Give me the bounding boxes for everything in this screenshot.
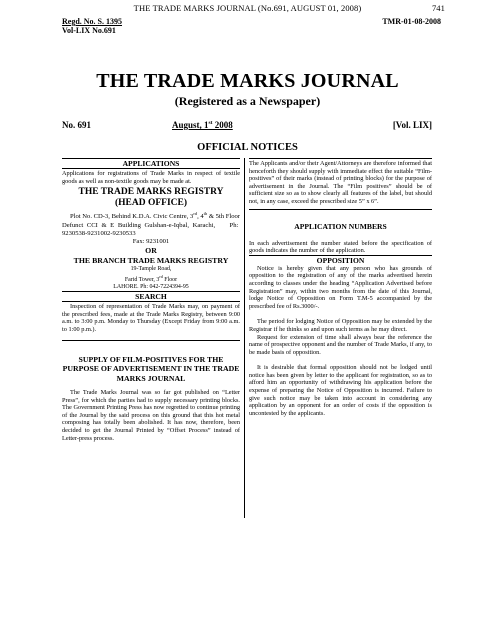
- running-head-text: THE TRADE MARKS JOURNAL (No.691, AUGUST 01, 2008): [133, 3, 362, 13]
- opposition-paragraph-2: The period for lodging Notice of Opposition may be extended by the Registrar if he thinks so and upon such terms as he may direct.: [249, 318, 432, 333]
- running-head: [0, 3, 495, 13]
- applications-text: Applications for registrations of Trade Marks in respect of textile goods as well as non-textile goods may be made at.: [62, 170, 240, 185]
- branch-address-1: 19-Tample Road,: [130, 266, 172, 273]
- head-office-heading: (HEAD OFFICE): [114, 198, 188, 209]
- rule-after-search: [62, 340, 240, 341]
- branch-address-2: Farid Tower, 3rd Floor: [124, 274, 178, 284]
- applications-heading: APPLICATIONS: [122, 159, 180, 168]
- branch-registry-heading: THE BRANCH TRADE MARKS REGISTRY: [73, 255, 229, 265]
- rule-under-applications: [62, 168, 240, 169]
- opposition-paragraph-1: Notice is hereby given that any person who has grounds of opposition to the registration of any of the marks advertised herein according to classes under the heading “Application Advertised before Registration” may, within two months from the date of this Journal, lodge Notice of Opposition on Form T.M-5 accompanied by the prescribed fee of Rs.3000/-.: [249, 264, 432, 310]
- search-heading: SEARCH: [135, 292, 167, 302]
- top-rule-right: [249, 158, 432, 159]
- volume-number: Vol-LIX No.691: [62, 26, 116, 35]
- branch-address-3: LAHORE. Ph: 042-7224394-95: [113, 284, 189, 291]
- journal-title: THE TRADE MARKS JOURNAL: [96, 70, 399, 92]
- supply-text: The Trade Marks Journal was so far got published on “Letter Press”, for which the parties had to supply necessary printing blocks. The Government Printing Press has now regretted to continue printing of the Journal by the said process on this ground that this hot metal composing has totally been abolished. It has now, therefore, been decided to get the Journal Printed by “Offset Process” instead of Letter-press process.: [62, 389, 240, 442]
- supply-heading: SUPPLY OF FILM-POSITIVES FOR THE PURPOSE OF ADVERTISEMENT IN THE TRADE MARKS JOURNAL: [62, 354, 240, 383]
- regd-number: Regd. No. S. 1395: [62, 17, 123, 26]
- head-office-fax: Fax: 9231001: [132, 237, 170, 245]
- opposition-paragraph-4: It is desirable that formal opposition should not be lodged until notice has been given by letter to the applicant for registration, so as to afford him an opportunity of withdrawing his application before the expense of preparing the Notice of Opposition is incurred. Failure to give such notice may be taken into account in considering any application by an opponent for an order of costs if the opposition is uncontested by the applicants.: [249, 364, 432, 417]
- page-number: 741: [431, 3, 445, 13]
- rule-under-search: [62, 301, 240, 302]
- journal-subtitle: (Registered as a Newspaper): [174, 94, 321, 108]
- search-text: Inspection of representation of Trade Marks may, on payment of the prescribed fees, made at the Trade Marks Registry, between 9:00 a.m. to 3:00 p.m. Monday to Thursday (Except Friday from 9:00 a.m. to 1:00 p.m.).: [62, 303, 240, 333]
- tmr-code: TMR-01-08-2008: [382, 17, 441, 26]
- head-office-address: Plot No. CD-3, Behind K.D.A. Civic Centre, 3rd, 4th & 5th Floor Defunct CCI & E Building Gulshan-e-Iqbal, Karachi, Ph: 9230538-9231002-9230533: [62, 211, 240, 237]
- app-numbers-heading: APPLICATION NUMBERS: [294, 221, 387, 231]
- left-column: [62, 158, 240, 442]
- column-divider: [244, 158, 245, 518]
- registry-heading: THE TRADE MARKS REGISTRY: [78, 187, 224, 198]
- film-positives-text: The Applicants and/or their Agent/Attorneys are therefore informed that henceforth they should supply with immediate effect the suitable “Film-positives” of their marks (instead of printing blocks) for the purpose of advertisement in the Journal. The “Film positives” should be of sufficient size so as to show clearly all features of the label, but should not, in any case, exceed the prescribed size 5” x 6”.: [249, 160, 432, 205]
- issue-number: No. 691: [62, 120, 91, 130]
- section-title: OFFICIAL NOTICES: [197, 142, 298, 153]
- opposition-paragraph-3: Request for extension of time shall always bear the reference the name of prospective opponent and the number of Trade Marks, if any, to be made basis of opposition.: [249, 333, 432, 356]
- right-column: [249, 158, 432, 417]
- opposition-heading: OPPOSITION: [316, 255, 365, 265]
- issue-volume: [Vol. LIX]: [392, 120, 432, 130]
- app-numbers-text: In each advertisement the number stated before the specification of goods indicates the number of the application.: [249, 239, 432, 255]
- issue-date: August, 1st 2008: [172, 120, 233, 130]
- registration-block: [62, 17, 122, 35]
- or-label: OR: [145, 246, 157, 256]
